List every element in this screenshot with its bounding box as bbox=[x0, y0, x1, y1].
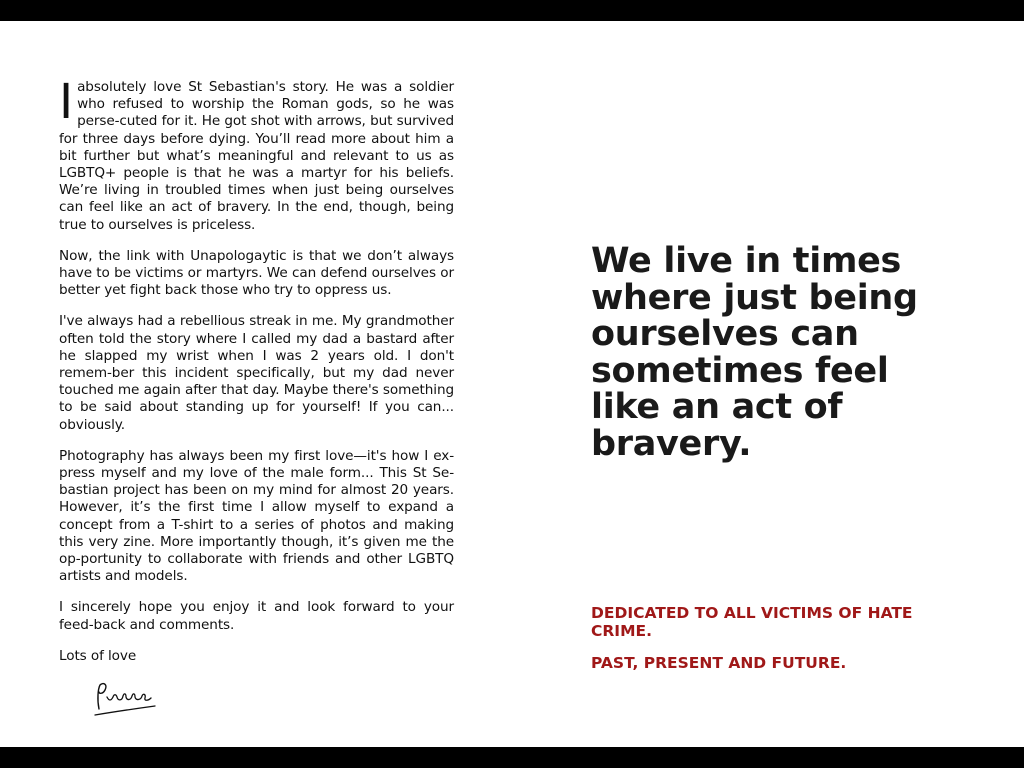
drop-cap: I bbox=[59, 74, 74, 130]
letter-paragraph-2: Now, the link with Unapologaytic is that we don’t always have to be victims or martyrs. We can defend ourselves or better yet fight back those who try to oppress us. bbox=[59, 247, 454, 299]
letter-paragraph-1 bbox=[59, 74, 454, 234]
pull-quote: We live in times where just being ourselves can sometimes feel like an act of bravery. bbox=[591, 241, 918, 464]
signature bbox=[93, 679, 454, 722]
dedication-line-2: PAST, PRESENT AND FUTURE. bbox=[591, 654, 847, 672]
letter-paragraph-3: I've always had a rebellious streak in me. My grandmother often told the story where I called my dad a bastard after he slapped my wrist when I was 2 years old. I don't remem-ber this incident specifically, but my dad never touched me again after that day. Maybe there's something to be said about standing up for yourself! If you can... obviously. bbox=[59, 313, 454, 433]
dedication bbox=[591, 604, 951, 686]
letter-paragraph-1-text: absolutely love St Sebastian's story. He was a soldier who refused to worship the Roman gods, so he was perse-cuted for it. He got shot with arrows, but survived for three days before dying. You’ll read more about him a bit further but what’s meaningful and relevant to us as LGBTQ+ people is that he was a martyr for his beliefs. We’re living in troubled times when just being ourselves can feel like an act of bravery. In the end, though, being true to ourselves is priceless. bbox=[59, 79, 454, 233]
letter-paragraph-5: I sincerely hope you enjoy it and look forward to your feed-back and comments. bbox=[59, 599, 454, 633]
signoff: Lots of love bbox=[59, 647, 137, 664]
signature-icon bbox=[93, 679, 163, 717]
letter-page bbox=[59, 74, 454, 722]
zine-spread bbox=[0, 21, 1024, 747]
letter-paragraph-4: Photography has always been my first love—it's how I ex-press myself and my love of the male form... This St Se-bastian project has been on my mind for almost 20 years. However, it’s the first time I allow myself to expand a concept from a T-shirt to a series of photos and making this very zine. More importantly though, it’s given me the op-portunity to collaborate with friends and other LGBTQ artists and models. bbox=[59, 447, 454, 585]
dedication-line-1: DEDICATED TO ALL VICTIMS OF HATE CRIME. bbox=[591, 604, 913, 640]
